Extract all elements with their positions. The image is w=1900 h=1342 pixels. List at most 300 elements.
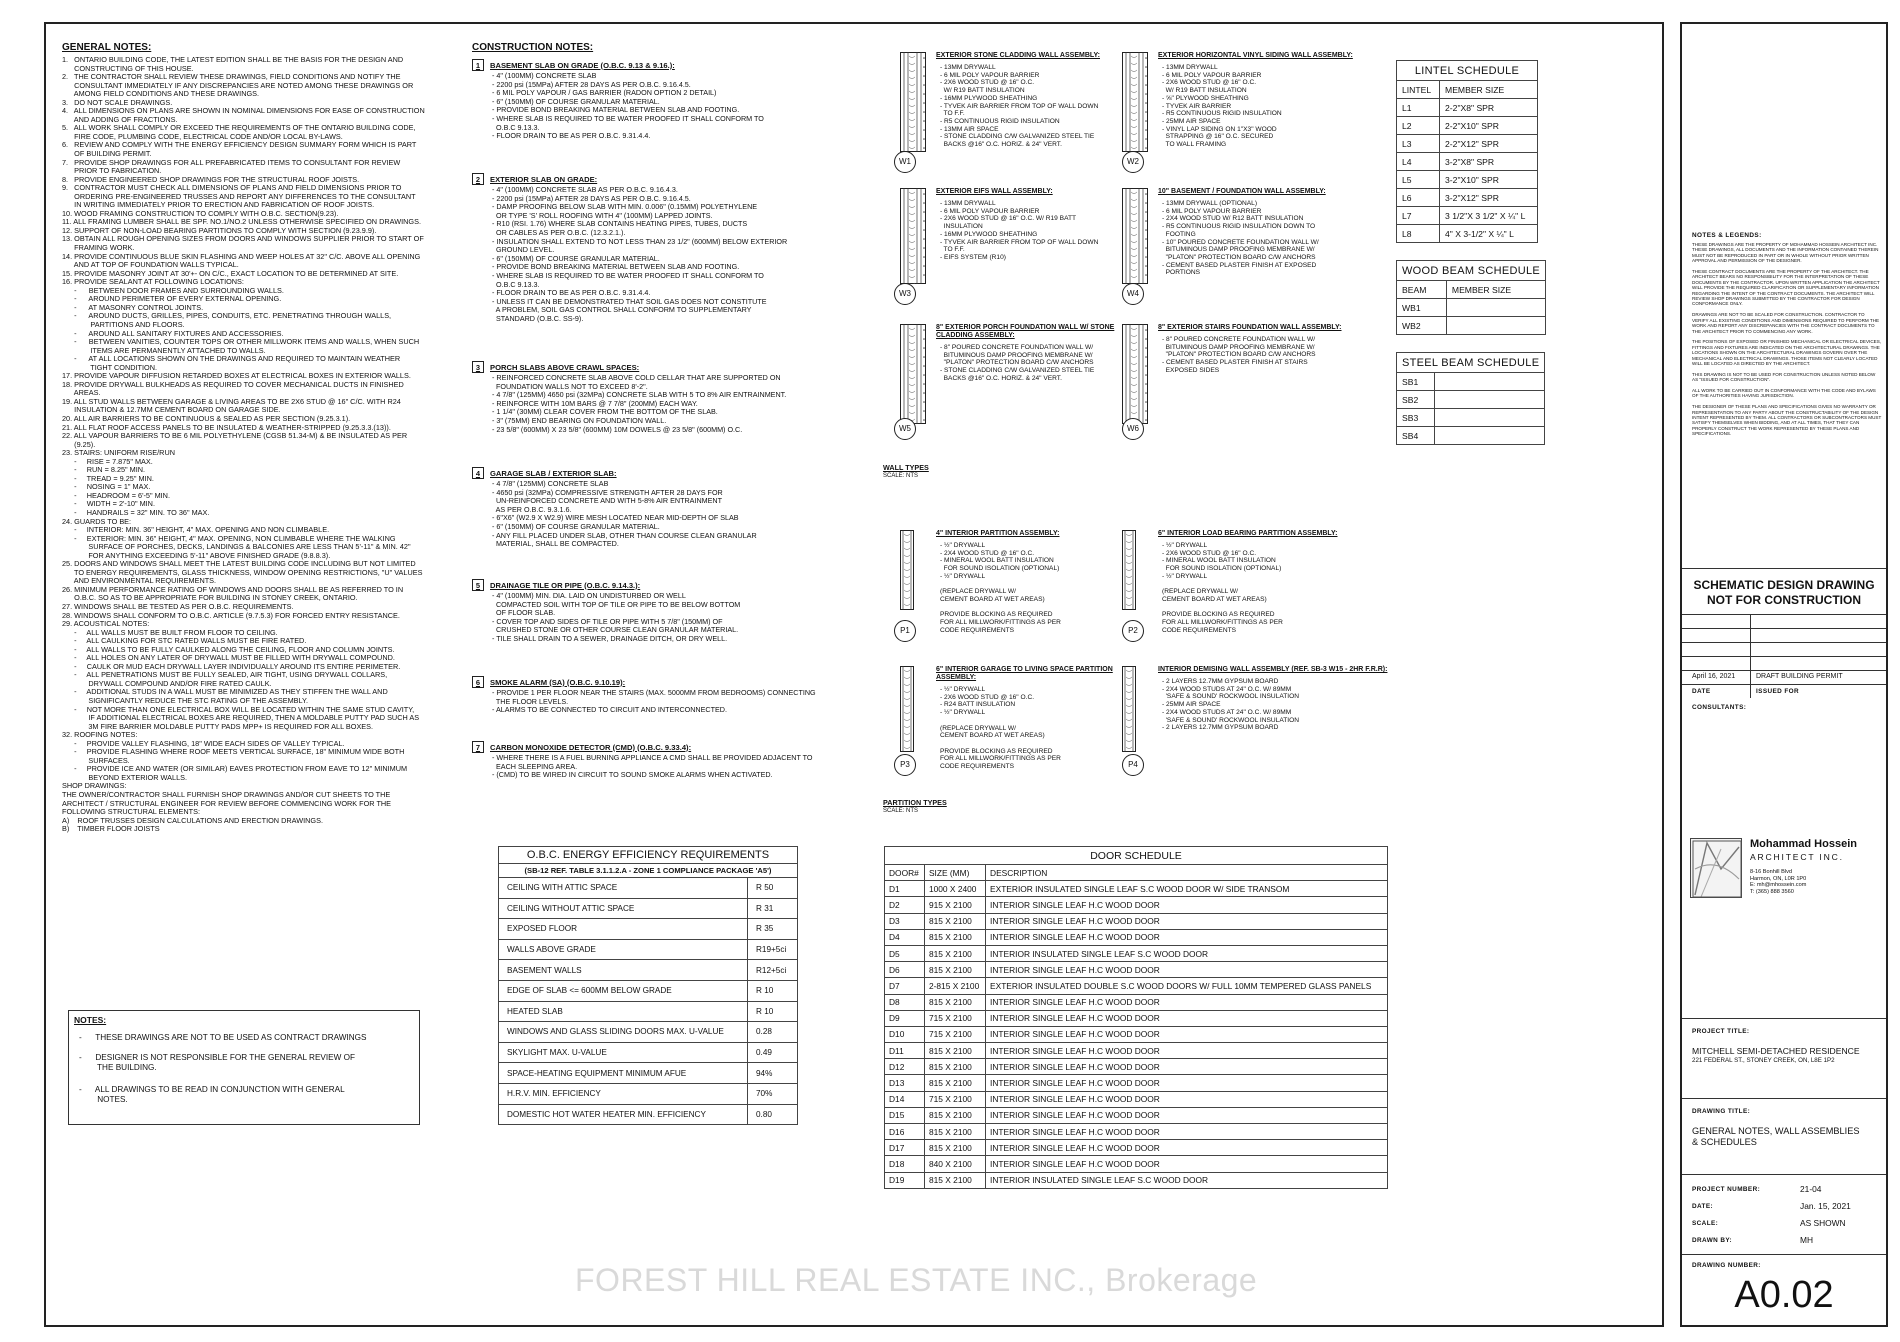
- revision-line: [1682, 614, 1886, 615]
- door-description: INTERIOR SINGLE LEAF H.C WOOD DOOR: [986, 1059, 1388, 1075]
- door-size: 715 X 2100: [924, 1010, 985, 1026]
- door-header-num: DOOR#: [885, 865, 925, 881]
- energy-value: R 10: [748, 980, 798, 1001]
- wood-beam-title: WOOD BEAM SCHEDULE: [1397, 261, 1546, 281]
- assembly-section-graphic: [900, 324, 926, 424]
- door-row: [885, 1107, 1388, 1123]
- general-note-line: CONSTRUCTING OF THIS HOUSE.: [62, 63, 194, 73]
- general-note-line: - AT ALL LOCATIONS SHOWN ON THE DRAWINGS AND REQUIRED TO MAINTAIN WEATHER: [62, 354, 401, 364]
- steel-beam-id: SB4: [1397, 427, 1435, 445]
- general-note-line: A) ROOF TRUSSES DESIGN CALCULATIONS AND ERECTION DRAWINGS.: [62, 815, 323, 825]
- cn-body-2: - 4" (100MM) CONCRETE SLAB AS PER O.B.C. 9.16.4.3. - 2200 psi (15MPa) AFTER 28 DAYS AS PER O.B.C. 9.16.4.5. - DAMP PROOFING BELOW SLAB WITH MIN. 0.006" (0.15MM) POLYETHYLENE OR TYPE 'S' ROLL ROOFING WITH 4" (100MM) LAPPED JOINTS. - R10 (RSI. 1.76) WHERE SLAB CONTAINS HEATING PIPES, TUBES, DUCTS OR CABLES AS PER O.B.C. (12.3.2.1.). - INSULATION SHALL EXTEND TO NOT LESS THAN 23 1/2" (600MM) BELOW EXTERIOR GROUND LEVEL. - 6" (150MM) OF COURSE GRANULAR MATERIAL. - PROVIDE BOND BREAKING MATERIAL BETWEEN SLAB AND FOOTING. - WHERE SLAB IS REQUIRED TO BE WATER PROOFED IT SHALL CONFORM TO O.B.C 9.13.3. - FLOOR DRAIN TO BE AS PER O.B.C. 9.31.4.4. - UNLESS IT CAN BE DEMONSTRATED THAT SOIL GAS DOES NOT CONSTITUTE A PROBLEM, SOIL GAS CONTROL SHALL CONFORM TO SUPPLEMENTARY STANDARD (O.B.C. SS-9).: [492, 185, 788, 323]
- steel-beam-row: [1397, 391, 1545, 409]
- door-row: [885, 978, 1388, 994]
- steel-beam-id: SB3: [1397, 409, 1435, 427]
- door-size: 815 X 2100: [924, 913, 985, 929]
- lintel-schedule: [1396, 60, 1538, 243]
- door-size: 815 X 2100: [924, 994, 985, 1010]
- cn-num-1: 1: [472, 59, 484, 71]
- energy-value: 0.49: [748, 1042, 798, 1063]
- energy-value: R 10: [748, 1001, 798, 1022]
- cn-section-1: [472, 58, 832, 141]
- energy-item: HEATED SLAB: [499, 1001, 748, 1022]
- partition-types-scale: SCALE: NTS: [883, 808, 919, 814]
- energy-item: EXPOSED FLOOR: [499, 919, 748, 940]
- lintel-row: [1397, 153, 1538, 171]
- door-schedule-title: DOOR SCHEDULE: [885, 847, 1388, 865]
- door-size: 715 X 2100: [924, 1026, 985, 1042]
- cn-body-1: - 4" (100MM) CONCRETE SLAB - 2200 psi (15MPa) AFTER 28 DAYS AS PER O.B.C. 9.16.4.5. - 6 MIL POLY VAPOUR / GAS BARRIER (RADON OPTION 2 DETAIL) - 6" (150MM) OF COURSE GRANULAR MATERIAL. - PROVIDE BOND BREAKING MATERIAL BETWEEN SLAB AND FOOTING. - WHERE SLAB IS REQUIRED TO BE WATER PROOFED IT SHALL CONFORM TO O.B.C 9.13.3. - FLOOR DRAIN TO BE AS PER O.B.C. 9.31.4.4.: [492, 71, 764, 141]
- general-note-line: - NOSING = 1" MAX.: [62, 482, 151, 492]
- door-row: [885, 1172, 1388, 1188]
- lintel-id: L1: [1397, 99, 1440, 117]
- general-note-line: - EXTERIOR: MIN. 36" HEIGHT, 4" MAX. OPENING, NON CLIMBABLE WHERE THE WALKING: [62, 533, 396, 543]
- notes-box-title: NOTES:: [74, 1015, 107, 1025]
- door-row: [885, 1010, 1388, 1026]
- energy-value: 0.80: [748, 1104, 798, 1125]
- lintel-id: L8: [1397, 225, 1440, 243]
- door-description: INTERIOR SINGLE LEAF H.C WOOD DOOR: [986, 1140, 1388, 1156]
- assembly-tag: W3: [894, 283, 916, 305]
- energy-item: H.R.V. MIN. EFFICIENCY: [499, 1083, 748, 1104]
- assembly-title: 8" EXTERIOR STAIRS FOUNDATION WALL ASSEMBLY:: [1158, 324, 1342, 331]
- assembly-tag: W5: [894, 418, 916, 440]
- wood-beam-id: WB2: [1397, 317, 1447, 335]
- legend-text: THESE DRAWINGS ARE THE PROPERTY OF MOHAMMAD HOSSEIN ARCHITECT INC. THESE DRAWINGS, ALL DOCUMENTS AND THE INFORMATION CONTAINED THEREIN MUST NOT BE REPRODUCED IN PART OR IN WHOLE WITHOUT PRIOR WRITTEN APPROVAL AND PERMISSION OF THE DESIGNER. THESE CONTRACT DOCUMENTS ARE THE PROPERTY OF THE ARCHITECT. THE ARCHITECT BEARS NO RESPONSIBILITY FOR THE INTERPRETATION OF THESE DOCUMENTS BY THE CONTRACTOR. UPON WRITTEN APPLICATION THE ARCHITECT WILL PROVIDE THE REQUIRED CLARIFICATION OR SUPPLEMENTARY INFORMATION REGARDING THE INTENT OF THE CONTRACT DOCUMENTS. THE ARCHITECT WILL REVIEW SHOP DRAWINGS SUBMITTED BY THE CONTRACTOR FOR DESIGN CONFORMANCE ONLY. DRAWINGS ARE NOT TO BE SCALED FOR CONSTRUCTION. CONTRACTOR TO VERIFY ALL EXISTING CONDITIONS AND DIMENSIONS REQUIRED TO PERFORM THE WORK AND REPORT ANY DISCREPANCIES WITH THE CONTRACT DOCUMENTS TO THE ARCHITECT PRIOR TO COMMENCING ANY WORK. THE POSITIONS OF EXPOSED OR FINISHED MECHANICAL OR ELECTRICAL DEVICES, FITTINGS AND FIXTURES ARE INDICATED ON THE ARCHITECTURAL DRAWINGS. THE LOCATIONS SHOWN ON THE ARCHITECTURAL DRAWINGS GOVERN OVER THE MECHANICAL AND ELECTRICAL DRAWINGS. THOSE ITEMS NOT CLEARLY LOCATED WILL BE LOCATED AS DIRECTED BY THE ARCHITECT. THIS DRAWING IS NOT TO BE USED FOR CONSTRUCTION UNLESS NOTED BELOW AS "ISSUED FOR CONSTRUCTION". ALL WORK TO BE CARRIED OUT IN CONFORMANCE WITH THE CODE AND BYLAWS OF THE AUTHORITIES HAVING JURISDICTION. THE DESIGNER OF THESE PLANS AND SPECIFICATIONS GIVES NO WARRANTY OR REPRESENTATION TO ANY PARTY ABOUT THE CONSTRUCTABILITY OF THE DESIGN INTENT REPRESENTED BY THEM. ALL CONTRACTORS OR SUBCONTRACTORS MUST SATISFY THEMSELVES WHEN BIDDING, AND AT ALL TIMES, THAT THEY CAN PROPERLY CONSTRUCT THE WORK REPRESENTED BY THESE PLANS AND SPECIFICATIONS.: [1692, 242, 1882, 437]
- cn-section-4: [472, 466, 832, 549]
- door-number: D7: [885, 978, 925, 994]
- general-note-line: - ALL CAULKING FOR STC RATED WALLS MUST BE FIRE RATED.: [62, 636, 307, 646]
- door-description: INTERIOR SINGLE LEAF H.C WOOD DOOR: [986, 929, 1388, 945]
- door-number: D15: [885, 1107, 925, 1123]
- lintel-title: LINTEL SCHEDULE: [1397, 61, 1538, 81]
- firm-logo: [1690, 838, 1742, 898]
- general-note-line: 29. ACOUSTICAL NOTES:: [62, 619, 150, 629]
- lintel-size: 3-2"X12" SPR: [1440, 189, 1538, 207]
- door-description: INTERIOR SINGLE LEAF H.C WOOD DOOR: [986, 1156, 1388, 1172]
- door-description: INTERIOR INSULATED SINGLE LEAF S.C WOOD DOOR: [986, 945, 1388, 961]
- lintel-id: L3: [1397, 135, 1440, 153]
- cn-title-6: SMOKE ALARM (SA) (O.B.C. 9.10.19):: [490, 677, 626, 687]
- drawing-number: A0.02: [1734, 1274, 1834, 1316]
- door-number: D8: [885, 994, 925, 1010]
- lintel-id: L7: [1397, 207, 1440, 225]
- door-size: 815 X 2100: [924, 929, 985, 945]
- cn-body-5: - 4" (100MM) MIN. DIA. LAID ON UNDISTURBED OR WELL COMPACTED SOIL WITH TOP OF TILE OR PIPE TO BE BELOW BOTTOM OF FLOOR SLAB. - COVER TOP AND SIDES OF TILE OR PIPE WITH 5 7/8" (150MM) OF CRUSHED STONE OR OTHER COURSE CLEAN GRANULAR MATERIAL. - TILE SHALL DRAIN TO A SEWER, DRAINAGE DITCH, OR DRY WELL.: [492, 591, 741, 643]
- cn-section-3: [472, 360, 832, 434]
- assembly-tag: P4: [1122, 754, 1144, 776]
- schematic-line-1: SCHEMATIC DESIGN DRAWING: [1693, 578, 1875, 592]
- general-note-line: - RISE = 7.875" MAX.: [62, 456, 153, 466]
- notes-item-1: - THESE DRAWINGS ARE NOT TO BE USED AS CONTRACT DRAWINGS: [79, 1033, 367, 1042]
- energy-row: [499, 1104, 798, 1125]
- lintel-header-1: LINTEL: [1397, 81, 1440, 99]
- drawing-number-label: DRAWING NUMBER:: [1692, 1262, 1761, 1269]
- general-note-line: 11. ALL FRAMING LUMBER SHALL BE SPF. NO.1/NO.2 UNLESS OTHERWISE SPECIFIED ON DRAWINGS.: [62, 217, 421, 227]
- general-note-line: - AROUND ALL SANITARY FIXTURES AND ACCESSORIES.: [62, 328, 284, 338]
- firm-logo-graphic: [1691, 839, 1743, 899]
- cn-num-7: 7: [472, 741, 484, 753]
- notes-item-3: - ALL DRAWINGS TO BE READ IN CONJUNCTION WITH GENERAL NOTES.: [79, 1085, 345, 1104]
- general-note-line: - PROVIDE VALLEY FLASHING, 18" WIDE EACH SIDES OF VALLEY TYPICAL.: [62, 738, 345, 748]
- door-number: D1: [885, 881, 925, 897]
- general-note-line: SHOP DRAWINGS:: [62, 781, 127, 791]
- cn-title-7: CARBON MONOXIDE DETECTOR (CMD) (O.B.C. 9.33.4):: [490, 742, 692, 752]
- door-number: D2: [885, 897, 925, 913]
- revision-divider: [1750, 614, 1751, 698]
- door-number: D12: [885, 1059, 925, 1075]
- general-note-line: - AROUND DUCTS, GRILLES, PIPES, CONDUITS, ETC. PENETRATING THROUGH WALLS,: [62, 311, 392, 321]
- assembly-layers: - ½" DRYWALL - 2X6 WOOD STUD @ 16" O.C. - R24 BATT INSULATION - ½" DRYWALL (REPLACE DRYWALL W/ CEMENT BOARD AT WET AREAS) PROVIDE BLOCKING AS REQUIRED FOR ALL MILLWORK/FITTINGS AS PER CODE REQUIREMENTS: [940, 686, 1061, 771]
- partition-types-label: PARTITION TYPES: [883, 798, 947, 807]
- lintel-size: 3-2"X8" SPR: [1440, 153, 1538, 171]
- cn-num-6: 6: [472, 676, 484, 688]
- steel-beam-id: SB2: [1397, 391, 1435, 409]
- door-row: [885, 1091, 1388, 1107]
- cn-section-5: [472, 578, 832, 644]
- lintel-size: 2-2"X12" SPR: [1440, 135, 1538, 153]
- door-row: [885, 1156, 1388, 1172]
- door-row: [885, 1140, 1388, 1156]
- energy-value: 94%: [748, 1063, 798, 1084]
- general-note-line: 3. DO NOT SCALE DRAWINGS.: [62, 97, 173, 107]
- general-note-line: - PROVIDE ICE AND WATER (OR SIMILAR) EAVES PROTECTION FROM EAVE TO 12" MINIMUM: [62, 764, 408, 774]
- scale-value: AS SHOWN: [1800, 1218, 1846, 1228]
- assembly-tag: W2: [1122, 151, 1144, 173]
- issue-desc: DRAFT BUILDING PERMIT: [1756, 673, 1843, 680]
- wood-beam-row: [1397, 299, 1546, 317]
- energy-value: 0.28: [748, 1022, 798, 1043]
- assembly-title: INTERIOR DEMISING WALL ASSEMBLY (REF. SB-3 W15 - 2HR F.R.R):: [1158, 666, 1388, 673]
- energy-row: [499, 878, 798, 899]
- general-note-line: 6. REVIEW AND COMPLY WITH THE ENERGY EFFICIENCY DESIGN SUMMARY FORM WHICH IS PART: [62, 140, 417, 150]
- general-note-line: 4. ALL DIMENSIONS ON PLANS ARE SHOWN IN NOMINAL DIMENSIONS FOR EASE OF CONSTRUCTION: [62, 106, 425, 116]
- door-row: [885, 945, 1388, 961]
- energy-row: [499, 980, 798, 1001]
- general-note-line: AND AT TOP OF FOUNDATION WALLS TYPICAL.: [62, 260, 239, 270]
- revision-line: [1682, 656, 1886, 657]
- general-note-line: - AROUND PERIMETER OF EVERY EXTERNAL OPENING.: [62, 294, 282, 304]
- assembly-layers: - 8" POURED CONCRETE FOUNDATION WALL W/ BITUMINOUS DAMP PROOFING MEMBRANE W/ "PLATON" PROTECTION BOARD C/W ANCHORS - CEMENT BASED PLASTER FINISH AT STAIRS EXPOSED SIDES: [1162, 336, 1316, 374]
- door-row: [885, 1026, 1388, 1042]
- energy-item: WALLS ABOVE GRADE: [499, 939, 748, 960]
- door-number: D6: [885, 962, 925, 978]
- cn-body-6: - PROVIDE 1 PER FLOOR NEAR THE STAIRS (MAX. 5000MM FROM BEDROOMS) CONNECTING THE FLOOR LEVELS. - ALARMS TO BE CONNECTED TO CIRCUIT AND INTERCONNECTED.: [492, 688, 816, 715]
- general-notes: [62, 42, 425, 834]
- project-title-label: PROJECT TITLE:: [1692, 1028, 1750, 1035]
- general-note-line: IF ADDITIONAL ELECTRICAL BOXES ARE REQUIRED, THEN A MOLDABLE PUTTY PAD SUCH AS: [62, 713, 420, 723]
- general-note-line: 15. PROVIDE MASONRY JOINT AT 30'+- ON C/C., EXACT LOCATION TO BE DETERMINED AT SITE.: [62, 268, 399, 278]
- wood-beam-header-1: BEAM: [1397, 281, 1447, 299]
- steel-beam-title: STEEL BEAM SCHEDULE: [1397, 353, 1545, 373]
- energy-row: [499, 960, 798, 981]
- general-note-line: B) TIMBER FLOOR JOISTS: [62, 824, 160, 834]
- steel-beam-size: [1435, 427, 1545, 445]
- lintel-row: [1397, 99, 1538, 117]
- general-note-line: - INTERIOR: MIN. 36" HEIGHT, 4" MAX. OPENING AND NON CLIMBABLE.: [62, 525, 330, 535]
- lintel-row: [1397, 135, 1538, 153]
- door-size: 815 X 2100: [924, 1140, 985, 1156]
- general-note-line: - HEADROOM = 6'-5" MIN.: [62, 490, 170, 500]
- general-note-line: 32. ROOFING NOTES:: [62, 730, 138, 740]
- notes-item-2: - DESIGNER IS NOT RESPONSIBLE FOR THE GENERAL REVIEW OF THE BUILDING.: [79, 1053, 355, 1072]
- revision-line: [1682, 670, 1886, 671]
- door-number: D4: [885, 929, 925, 945]
- door-row: [885, 897, 1388, 913]
- door-description: EXTERIOR INSULATED SINGLE LEAF S.C WOOD DOOR W/ SIDE TRANSOM: [986, 881, 1388, 897]
- door-description: INTERIOR SINGLE LEAF H.C WOOD DOOR: [986, 1107, 1388, 1123]
- general-note-line: - ADDITIONAL STUDS IN A WALL MUST BE MINIMIZED AS THEY STIFFEN THE WALL AND: [62, 687, 388, 697]
- assembly-section-graphic: [900, 666, 914, 752]
- door-number: D11: [885, 1043, 925, 1059]
- general-note-line: - WIDTH = 2'-10" MIN.: [62, 499, 155, 509]
- door-header-desc: DESCRIPTION: [986, 865, 1388, 881]
- energy-item: CEILING WITHOUT ATTIC SPACE: [499, 898, 748, 919]
- general-note-line: ARCHITECT / STRUCTURAL ENGINEER FOR REVIEW BEFORE COMMENCING WORK FOR THE: [62, 798, 392, 808]
- steel-beam-size: [1435, 391, 1545, 409]
- assembly-section-graphic: [900, 530, 914, 610]
- door-description: INTERIOR INSULATED SINGLE LEAF S.C WOOD DOOR: [986, 1172, 1388, 1188]
- general-note-line: OF BUILDING PERMIT.: [62, 149, 152, 159]
- cn-title-1: BASEMENT SLAB ON GRADE (O.B.C. 9.13 & 9.16.):: [490, 60, 675, 70]
- schematic-line-2: NOT FOR CONSTRUCTION: [1707, 593, 1861, 607]
- watermark: FOREST HILL REAL ESTATE INC., Brokerage: [575, 1262, 1258, 1298]
- general-note-line: 10. WOOD FRAMING CONSTRUCTION TO COMPLY WITH O.B.C. SECTION(9.23).: [62, 208, 339, 218]
- general-note-line: 1. ONTARIO BUILDING CODE, THE LATEST EDITION SHALL BE THE BASIS FOR THE DESIGN AND: [62, 55, 404, 64]
- general-note-line: (9.25).: [62, 439, 96, 449]
- cn-title-4: GARAGE SLAB / EXTERIOR SLAB:: [490, 468, 617, 478]
- assembly-section-graphic: [900, 52, 926, 152]
- wall-types-scale: SCALE: NTS: [883, 473, 919, 479]
- assembly-title: 6" INTERIOR LOAD BEARING PARTITION ASSEMBLY:: [1158, 530, 1338, 537]
- lintel-row: [1397, 207, 1538, 225]
- assembly-title: 6" INTERIOR GARAGE TO LIVING SPACE PARTITION ASSEMBLY:: [936, 666, 1113, 681]
- door-row: [885, 994, 1388, 1010]
- general-note-line: 7. PROVIDE SHOP DRAWINGS FOR ALL PREFABRICATED ITEMS TO CONSULTANT FOR REVIEW: [62, 157, 401, 167]
- firm-address: 8-16 Bonhill Blvd Harmon, ON, L0R 1P0 E: mh@mhossein.com T: (365) 888 3560: [1750, 869, 1807, 895]
- general-note-line: AND ENVIRONMENTAL REQUIREMENTS.: [62, 576, 217, 586]
- date-label: DATE:: [1692, 1203, 1714, 1210]
- door-number: D17: [885, 1140, 925, 1156]
- general-note-line: 5. ALL WORK SHALL COMPLY OR EXCEED THE REQUIREMENTS OF THE ONTARIO BUILDING CODE,: [62, 123, 416, 133]
- door-size: 815 X 2100: [924, 1075, 985, 1091]
- lintel-size: 3 1/2"X 3 1/2" X ¼" L: [1440, 207, 1538, 225]
- assembly-title: 8" EXTERIOR PORCH FOUNDATION WALL W/ STONE CLADDING ASSEMBLY:: [936, 324, 1115, 339]
- cn-num-2: 2: [472, 173, 484, 185]
- energy-item: SKYLIGHT MAX. U-VALUE: [499, 1042, 748, 1063]
- general-note-line: - PROVIDE FLASHING WHERE ROOF MEETS VERTICAL SURFACE, 18" MINIMUM WIDE BOTH: [62, 747, 405, 757]
- energy-value: R19+5ci: [748, 939, 798, 960]
- wood-beam-size: [1446, 317, 1545, 335]
- general-note-line: THE OWNER/CONTRACTOR SHALL FURNISH SHOP DRAWINGS AND/OR CUT SHEETS TO THE: [62, 790, 391, 800]
- assembly-layers: - 13MM DRYWALL - 6 MIL POLY VAPOUR BARRIER - 2X6 WOOD STUD @ 16" O.C. W/ R19 BATT INSULATION - 16MM PLYWOOD SHEATHING - TYVEK AIR BARRIER FROM TOP OF WALL DOWN TO F.F. - EIFS SYSTEM (R10): [940, 200, 1099, 261]
- general-note-line: - BETWEEN VANITIES, COUNTER TOPS OR OTHER MILLWORK ITEMS AND WALLS, WHEN SUCH: [62, 337, 420, 347]
- energy-item: BASEMENT WALLS: [499, 960, 748, 981]
- drawn-by-value: MH: [1800, 1235, 1814, 1245]
- assembly-layers: - ½" DRYWALL - 2X4 WOOD STUD @ 16" O.C. - MINERAL WOOL BATT INSULATION FOR SOUND ISOLATION (OPTIONAL) - ½" DRYWALL (REPLACE DRYWALL W/ CEMENT BOARD AT WET AREAS) PROVIDE BLOCKING AS REQUIRED FOR ALL MILLWORK/FITTINGS AS PER CODE REQUIREMENTS: [940, 542, 1061, 634]
- door-row: [885, 1059, 1388, 1075]
- project-title: MITCHELL SEMI-DETACHED RESIDENCE: [1692, 1046, 1860, 1056]
- door-row: [885, 962, 1388, 978]
- general-note-line: ORDERING PRE-ENGINEERED TRUSSES AND REPORT ANY DIFFERENCES TO THE CONSULTANT: [62, 191, 416, 201]
- steel-beam-row: [1397, 427, 1545, 445]
- door-description: INTERIOR SINGLE LEAF H.C WOOD DOOR: [986, 1043, 1388, 1059]
- general-note-line: TO ENERGY REQUIREMENTS, GLASS THICKNESS, WINDOW OPENING RESTRICTIONS, "U" VALUES: [62, 567, 423, 577]
- drawing-title: GENERAL NOTES, WALL ASSEMBLIES & SCHEDULES: [1692, 1126, 1860, 1147]
- assembly-title: EXTERIOR EIFS WALL ASSEMBLY:: [936, 188, 1053, 195]
- assembly-tag: P1: [894, 620, 916, 642]
- general-note-line: ITEMS ARE PERMANENTLY ATTACHED TO WALLS.: [62, 345, 266, 355]
- energy-row: [499, 1063, 798, 1084]
- revision-line: [1682, 684, 1886, 685]
- lintel-header-2: MEMBER SIZE: [1440, 81, 1538, 99]
- general-note-line: - RUN = 8.25" MIN.: [62, 465, 146, 475]
- general-note-line: 3M FIRE BARRIER MOLDABLE PUTTY PADS MPP+ IS REQUIRED FOR ALL BOXES.: [62, 721, 374, 731]
- door-description: INTERIOR SINGLE LEAF H.C WOOD DOOR: [986, 1091, 1388, 1107]
- general-note-line: 20. ALL AIR BARRIERS TO BE CONTINUOUS & SEALED AS PER SECTION (9.25.3.1).: [62, 413, 351, 423]
- door-schedule: [884, 846, 1388, 1189]
- assembly-layers: - 13MM DRYWALL - 6 MIL POLY VAPOUR BARRIER - 2X6 WOOD STUD @ 16" O.C. W/ R19 BATT INSULATION - 16MM PLYWOOD SHEATHING - TYVEK AIR BARRIER FROM TOP OF WALL DOWN TO F.F. - R5 CONTINUOUS RIGID INSULATION - 13MM AIR SPACE - STONE CLADDING C/W GALVANIZED STEEL TIE BACKS @16" O.C. HORIZ. & 24" VERT.: [940, 64, 1099, 149]
- general-note-line: 19. ALL STUD WALLS BETWEEN GARAGE & LIVING AREAS TO BE 2X6 STUD @ 16" C/C. WITH R24: [62, 396, 401, 406]
- energy-row: [499, 898, 798, 919]
- energy-row: [499, 1083, 798, 1104]
- door-size: 915 X 2100: [924, 897, 985, 913]
- assembly-tag: P3: [894, 754, 916, 776]
- door-number: D10: [885, 1026, 925, 1042]
- door-row: [885, 913, 1388, 929]
- assembly-layers: - 2 LAYERS 12.7MM GYPSUM BOARD - 2X4 WOOD STUDS AT 24" O.C. W/ 89MM 'SAFE & SOUND' ROCKWOOL INSULATION - 25MM AIR SPACE - 2X4 WOOD STUDS AT 24" O.C. W/ 89MM 'SAFE & SOUND' ROCKWOOL INSULATION - 2 LAYERS 12.7MM GYPSUM BOARD: [1162, 678, 1299, 732]
- general-note-line: 28. WINDOWS SHALL CONFORM TO O.B.C. ARTICLE (9.7.5.3) FOR FORCED ENTRY RESISTANCE.: [62, 610, 400, 620]
- notes-box: [68, 1010, 420, 1125]
- lintel-id: L6: [1397, 189, 1440, 207]
- general-note-line: SURFACE OF PORCHES, DECKS, LANDINGS & BALCONIES ARE LESS THAN 5'-11" & MIN. 42": [62, 542, 411, 552]
- cn-section-7: [472, 740, 832, 780]
- door-row: [885, 929, 1388, 945]
- general-note-line: AND ADDING OF FRACTIONS.: [62, 114, 178, 124]
- energy-row: [499, 919, 798, 940]
- door-size: 840 X 2100: [924, 1156, 985, 1172]
- cn-section-2: [472, 172, 832, 324]
- assembly-title: EXTERIOR HORIZONTAL VINYL SIDING WALL ASSEMBLY:: [1158, 52, 1353, 59]
- general-note-line: FOR ANYTHING EXCEEDING 5'-11" ABOVE FINISHED GRADE (9.8.8.3).: [62, 550, 331, 560]
- firm-sub: ARCHITECT INC.: [1750, 852, 1844, 862]
- assembly-title: EXTERIOR STONE CLADDING WALL ASSEMBLY:: [936, 52, 1100, 59]
- general-note-line: AMONG FIELD CONDITIONS AND THESE DRAWINGS.: [62, 89, 260, 99]
- general-note-line: CONSULTANT IMMEDIATELY IF ANY DISCREPANCIES ARE NOTED AMONG THESE DRAWINGS OR: [62, 80, 414, 90]
- general-note-line: SURFACES.: [62, 755, 130, 765]
- general-note-line: 18. PROVIDE DRYWALL BULKHEADS AS REQUIRED TO COVER MECHANICAL DUCTS IN FINISHED: [62, 379, 404, 389]
- assembly-section-graphic: [1122, 188, 1148, 284]
- issued-for-header: ISSUED FOR: [1756, 688, 1800, 695]
- cn-num-3: 3: [472, 361, 484, 373]
- general-note-line: - ALL WALLS MUST BE BUILT FROM FLOOR TO CEILING.: [62, 627, 278, 637]
- general-note-line: 23. STAIRS: UNIFORM RISE/RUN: [62, 448, 175, 458]
- assembly-section-graphic: [1122, 530, 1136, 610]
- cn-body-7: - WHERE THERE IS A FUEL BURNING APPLIANCE A CMD SHALL BE PROVIDED ADJACENT TO EACH SLEEPING AREA. - (CMD) TO BE WIRED IN CIRCUIT TO SOUND SMOKE ALARMS WHEN ACTIVATED.: [492, 753, 813, 780]
- firm-name: Mohammad Hossein: [1750, 838, 1857, 850]
- door-size: 815 X 2100: [924, 1124, 985, 1140]
- wood-beam-id: WB1: [1397, 299, 1447, 317]
- wall-types-label: WALL TYPES: [883, 463, 929, 472]
- issue-date: April 16, 2021: [1692, 673, 1736, 680]
- assembly-section-graphic: [1122, 666, 1136, 752]
- project-number: 21-04: [1800, 1184, 1822, 1194]
- door-row: [885, 1043, 1388, 1059]
- door-description: INTERIOR SINGLE LEAF H.C WOOD DOOR: [986, 1010, 1388, 1026]
- drawing-title-label: DRAWING TITLE:: [1692, 1108, 1751, 1115]
- general-notes-list: [62, 56, 425, 834]
- energy-row: [499, 939, 798, 960]
- general-note-line: 8. PROVIDE ENGINEERED SHOP DRAWINGS FOR THE STRUCTURAL ROOF JOISTS.: [62, 174, 360, 184]
- energy-title: O.B.C. ENERGY EFFICIENCY REQUIREMENTS: [499, 847, 798, 864]
- general-note-line: 21. ALL FLAT ROOF ACCESS PANELS TO BE INSULATED & WEATHER-STRIPPED (9.25.3.3.(13)).: [62, 422, 391, 432]
- general-note-line: 9. CONTRACTOR MUST CHECK ALL DIMENSIONS OF PLANS AND FIELD DIMENSIONS PRIOR TO: [62, 183, 402, 193]
- revision-line: [1682, 642, 1886, 643]
- door-description: INTERIOR SINGLE LEAF H.C WOOD DOOR: [986, 994, 1388, 1010]
- general-note-line: AREAS.: [62, 388, 101, 398]
- energy-efficiency-table: [498, 846, 798, 1125]
- energy-row: [499, 1042, 798, 1063]
- project-address: 221 FEDERAL ST., STONEY CREEK, ON, L8E 1P2: [1692, 1057, 1835, 1064]
- general-note-line: DRYWALL COMPOUND AND/OR FIRE RATED CAULK.: [62, 678, 272, 688]
- general-note-line: 17. PROVIDE VAPOUR DIFFUSION RETARDED BOXES AT ELECTRICAL BOXES IN EXTERIOR WALLS.: [62, 371, 411, 381]
- steel-beam-schedule: [1396, 352, 1545, 445]
- assembly-title: 4" INTERIOR PARTITION ASSEMBLY:: [936, 530, 1060, 537]
- lintel-size: 2-2"X8" SPR: [1440, 99, 1538, 117]
- wood-beam-header-2: MEMBER SIZE: [1446, 281, 1545, 299]
- energy-subtitle: (SB-12 REF. TABLE 3.1.1.2.A - ZONE 1 COMPLIANCE PACKAGE 'A5'): [499, 864, 798, 878]
- cn-body-4: - 4 7/8" (125MM) CONCRETE SLAB - 4650 psi (32MPa) COMPRESSIVE STRENGTH AFTER 28 DAYS FOR UN-REINFORCED CONCRETE AND WITH 5-8% AIR ENTRAINMENT AS PER O.B.C. 9.3.1.6. - 6"X6" (W2.9 X W2.9) WIRE MESH LOCATED NEAR MID-DEPTH OF SLAB - 6" (150MM) OF COURSE GRANULAR MATERIAL. - ANY FILL PLACED UNDER SLAB, OTHER THAN COURSE CLEAN GRANULAR MATERIAL, SHALL BE COMPACTED.: [492, 479, 757, 549]
- door-header-size: SIZE (MM): [924, 865, 985, 881]
- general-note-line: 22. ALL VAPOUR BARRIERS TO BE 6 MIL POLYETHYLENE (CGSB 51.34-M) & BE INSULATED AS PER: [62, 431, 408, 441]
- date-value: Jan. 15, 2021: [1800, 1201, 1851, 1211]
- lintel-row: [1397, 225, 1538, 243]
- energy-value: R 35: [748, 919, 798, 940]
- door-description: EXTERIOR INSULATED DOUBLE S.C WOOD DOORS W/ FULL 10MM TEMPERED GLASS PANELS: [986, 978, 1388, 994]
- assembly-tag: W1: [894, 151, 916, 173]
- door-number: D14: [885, 1091, 925, 1107]
- assembly-layers: - 8" POURED CONCRETE FOUNDATION WALL W/ BITUMINOUS DAMP PROOFING MEMBRANE W/ "PLATON" PROTECTION BOARD C/W ANCHORS - STONE CLADDING C/W GALVANIZED STEEL TIE BACKS @16" O.C. HORIZ. & 24" VERT.: [940, 344, 1095, 382]
- general-note-line: 13. OBTAIN ALL ROUGH OPENING SIZES FROM DOORS AND WINDOWS SUPPLIER PRIOR TO START OF: [62, 234, 424, 244]
- door-size: 815 X 2100: [924, 1059, 985, 1075]
- door-size: 815 X 2100: [924, 1043, 985, 1059]
- general-note-line: PARTITIONS AND FLOORS.: [62, 319, 185, 329]
- energy-item: SPACE-HEATING EQUIPMENT MINIMUM AFUE: [499, 1063, 748, 1084]
- energy-value: 70%: [748, 1083, 798, 1104]
- door-size: 1000 X 2400: [924, 881, 985, 897]
- wood-beam-size: [1446, 299, 1545, 317]
- steel-beam-row: [1397, 373, 1545, 391]
- general-note-line: SIGNIFICANTLY REDUCE THE STC RATING OF THE ASSEMBLY.: [62, 696, 308, 706]
- general-note-line: - ALL WALLS TO BE FULLY CAULKED ALONG THE CEILING, FLOOR AND COLUMN JOINTS.: [62, 644, 395, 654]
- assembly-layers: - ½" DRYWALL - 2X6 WOOD STUD @ 16" O.C. - MINERAL WOOL BATT INSULATION FOR SOUND ISOLATION (OPTIONAL) - ½" DRYWALL (REPLACE DRYWALL W/ CEMENT BOARD AT WET AREAS) PROVIDE BLOCKING AS REQUIRED FOR ALL MILLWORK/FITTINGS AS PER CODE REQUIREMENTS: [1162, 542, 1283, 634]
- general-note-line: O.B.C. SO AS TO BE APPROPRIATE FOR BUILDING IN STONEY CREEK, ONTARIO.: [62, 593, 358, 603]
- energy-row: [499, 1022, 798, 1043]
- door-number: D5: [885, 945, 925, 961]
- energy-item: CEILING WITH ATTIC SPACE: [499, 878, 748, 899]
- scale-label: SCALE:: [1692, 1220, 1719, 1227]
- steel-beam-size: [1435, 373, 1545, 391]
- door-description: INTERIOR SINGLE LEAF H.C WOOD DOOR: [986, 897, 1388, 913]
- general-note-line: - TREAD = 9.25" MIN.: [62, 473, 154, 483]
- project-number-label: PROJECT NUMBER:: [1692, 1186, 1761, 1193]
- energy-item: WINDOWS AND GLASS SLIDING DOORS MAX. U-VALUE: [499, 1022, 748, 1043]
- lintel-id: L2: [1397, 117, 1440, 135]
- steel-beam-size: [1435, 409, 1545, 427]
- lintel-size: 4" X 3-1/2" X ¼" L: [1440, 225, 1538, 243]
- general-note-line: FOLLOWING STRUCTURAL ELEMENTS:: [62, 807, 200, 817]
- door-number: D13: [885, 1075, 925, 1091]
